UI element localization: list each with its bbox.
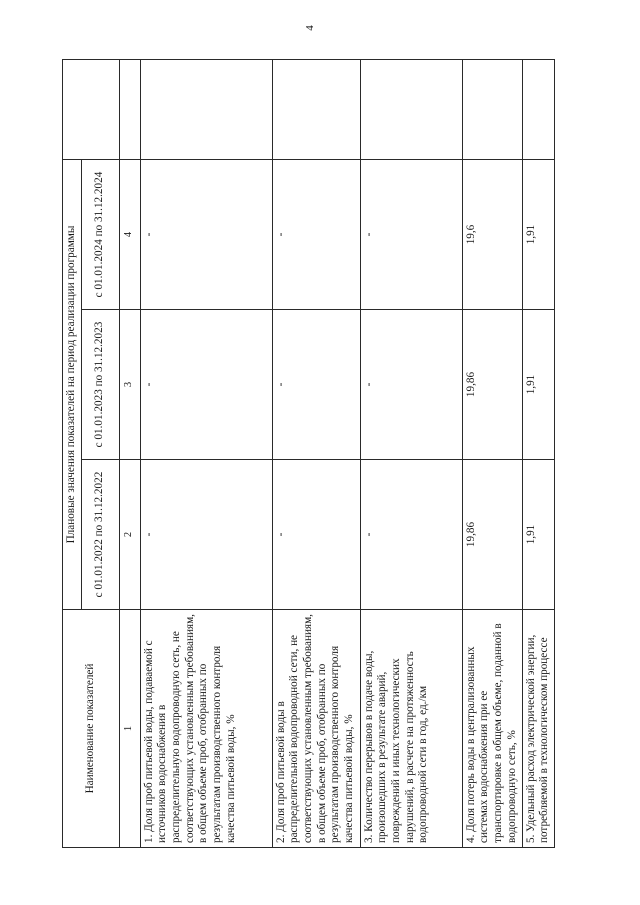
indicator-value-2024: - [360,160,462,310]
column-number: 3 [119,310,140,460]
indicator-value-2022: 19,86 [462,460,522,610]
header-period-2023: с 01.01.2023 по 31.12.2023 [81,310,119,460]
indicator-name: 1. Доля проб питьевой воды, подаваемой с источников водоснабжения в распределительную водопроводную сеть, не соответствующих установленным требованиям, в общем объеме проб, отобранных по результатам производственного контроля качества питьевой воды, % [140,610,272,848]
indicator-value-2023: - [360,310,462,460]
empty-cell [119,60,140,160]
table-row [360,60,462,848]
indicators-table [62,59,555,848]
indicator-value-2024: 19,6 [462,160,522,310]
page-number: 4 [304,25,316,31]
indicator-name: 4. Доля потерь воды в централизованных системах водоснабжения при ее транспортировке в общем объеме, поданной в водопроводную сеть, % [462,610,522,848]
header-row-top [63,60,82,848]
indicator-value-2024: - [272,160,360,310]
empty-cell [462,60,522,160]
empty-cell [360,60,462,160]
indicator-value-2022: 1,91 [522,460,554,610]
indicator-value-2023: - [272,310,360,460]
table-row [462,60,522,848]
indicator-value-2022: - [140,460,272,610]
indicator-value-2022: - [360,460,462,610]
empty-cell [140,60,272,160]
indicator-value-2023: - [140,310,272,460]
empty-cell [522,60,554,160]
table-row [522,60,554,848]
indicator-name: 5. Удельный расход электрической энергии, потребляемой в технологическом процессе [522,610,554,848]
indicator-value-2022: - [272,460,360,610]
indicator-value-2024: 1,91 [522,160,554,310]
empty-cell [272,60,360,160]
column-number: 4 [119,160,140,310]
indicator-value-2024: - [140,160,272,310]
header-plan-group: Плановые значения показателей на период реализации программы [63,160,82,610]
indicator-value-2023: 1,91 [522,310,554,460]
header-name-col: Наименование показателей [63,610,120,848]
column-number: 1 [119,610,140,848]
header-period-2024: с 01.01.2024 по 31.12.2024 [81,160,119,310]
rotated-table-container [62,60,551,848]
column-number: 2 [119,460,140,610]
column-number-row [119,60,140,848]
indicator-name: 2. Доля проб питьевой воды в распределительной водопроводной сети, не соответствующих установленным требованиям, в общем объеме проб, отобранных по результатам производственного контроля качества питьевой воды, % [272,610,360,848]
indicator-name: 3. Количество перерывов в подаче воды, произошедших в результате аварий, повреждений и иных технологических нарушений, в расчете на протяженность водопроводной сети в год, ед./км [360,610,462,848]
table-row [272,60,360,848]
header-period-2022: с 01.01.2022 по 31.12.2022 [81,460,119,610]
indicator-value-2023: 19,86 [462,310,522,460]
table-row [140,60,272,848]
header-empty-cell [63,60,120,160]
